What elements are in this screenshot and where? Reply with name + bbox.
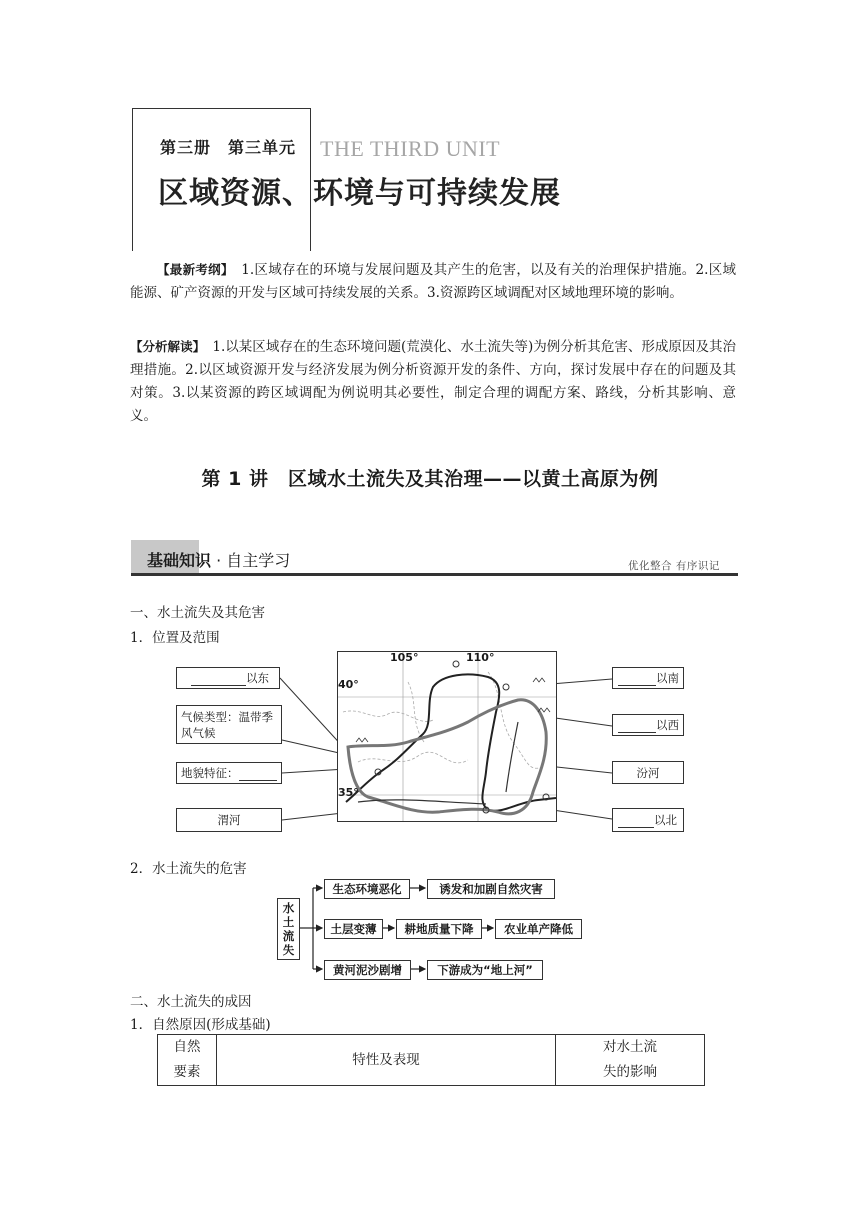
outline-paragraph (130, 258, 736, 305)
unit-english-label: THE THIRD UNIT (320, 136, 501, 161)
map-box-landform-label: 地貌特征： (181, 766, 239, 780)
map-box-fenhe-label: 汾河 (636, 765, 660, 780)
unit-title: 区域资源、环境与可持续发展 (158, 176, 561, 211)
map-box-landform (176, 762, 282, 784)
flow-row3-box2: 下游成为“地上河” (427, 960, 543, 980)
map-box-climate (176, 705, 282, 744)
map-box-west-blank (618, 718, 656, 733)
map-box-climate-line2: 风气候 (181, 725, 216, 740)
map-box-east (176, 667, 280, 689)
map-lat-40: 40° (338, 678, 359, 691)
map-lat-35: 35° (338, 786, 359, 799)
flow-row2-box3: 农业单产降低 (495, 919, 582, 939)
map-box-south-label: 以南 (656, 671, 679, 685)
flow-row3-box1: 黄河泥沙剧增 (324, 960, 411, 980)
table-header-element-line2: 要素 (173, 1064, 201, 1080)
map-box-fenhe (612, 761, 684, 784)
loess-plateau-map (337, 651, 557, 822)
map-drawing (338, 652, 556, 821)
map-lon-105: 105° (390, 651, 419, 664)
map-box-south (612, 667, 684, 689)
map-box-east-label: 以东 (246, 671, 269, 685)
map-lon-110: 110° (466, 651, 495, 664)
map-box-weihe (176, 808, 282, 832)
section-bar-rule (131, 573, 738, 576)
outline-text: 1.区域存在的环境与发展问题及其产生的危害，以及有关的治理保护措施。2.区域能源、矿产资源的开发与区域可持续发展的关系。3.资源跨区域调配对区域地理环境的影响。 (130, 262, 736, 301)
table-header-features: 特性及表现 (217, 1035, 556, 1086)
flow-root-char-4: 失 (282, 943, 295, 957)
analysis-tag: 【分析解读】 (130, 339, 199, 354)
map-box-landform-blank (239, 766, 277, 781)
map-box-climate-line1: 气候类型：温带季 (181, 709, 273, 724)
heading-1-2: 2．水土流失的危害 (130, 861, 247, 877)
flow-row2-box2: 耕地质量下降 (396, 919, 482, 939)
map-box-weihe-label: 渭河 (217, 813, 241, 827)
table-header-element-line1: 自然 (173, 1039, 201, 1055)
heading-section-2: 二、水土流失的成因 (130, 994, 252, 1010)
table-header-impact (556, 1035, 705, 1086)
flow-row2-box1: 土层变薄 (324, 919, 383, 939)
map-box-west-label: 以西 (656, 718, 679, 732)
lecture-title: 第 1 讲 区域水土流失及其治理——以黄土高原为例 (201, 468, 659, 490)
table-header-row (158, 1035, 705, 1086)
section-bar-dot: · (211, 551, 227, 570)
analysis-text: 1.以某区域存在的生态环境问题(荒漠化、水土流失等)为例分析其危害、形成原因及其治理措施。2.以区域资源开发与经济发展为例分析资源开发的条件、方向，探讨发展中存在的问题及其对策。3.以某资源的跨区域调配为例说明其必要性，制定合理的调配方案、路线，分析其影响、意义。 (130, 339, 736, 424)
heading-1-1: 1．位置及范围 (130, 630, 220, 646)
natural-factors-table (157, 1034, 705, 1086)
map-box-east-blank (191, 671, 246, 686)
table-header-impact-line1: 对水土流 (603, 1039, 657, 1055)
flow-row1-box2: 诱发和加剧自然灾害 (427, 879, 555, 899)
table-header-impact-line2: 失的影响 (603, 1064, 657, 1080)
map-box-north (612, 808, 684, 832)
map-box-south-blank (618, 671, 656, 686)
section-bar-title-rest: 自主学习 (226, 551, 291, 570)
outline-tag: 【最新考纲】 (157, 262, 228, 277)
section-bar-title (147, 548, 290, 571)
flow-root-char-3: 流 (282, 929, 295, 943)
heading-section-1: 一、水土流失及其危害 (130, 605, 265, 621)
heading-2-1: 1．自然原因(形成基础) (130, 1017, 271, 1033)
unit-label: 第三册 第三单元 (160, 138, 297, 157)
section-bar-subtitle: 优化整合 有序识记 (628, 560, 720, 572)
section-bar-title-bold: 基础知识 (147, 551, 212, 570)
map-box-west (612, 714, 684, 736)
map-box-north-blank (618, 813, 654, 828)
table-header-element (158, 1035, 217, 1086)
flow-row1-box1: 生态环境恶化 (324, 879, 410, 899)
flow-root-char-1: 水 (282, 901, 295, 915)
map-box-north-label: 以北 (654, 813, 677, 827)
flow-root-char-2: 土 (282, 915, 295, 929)
flow-root-box (277, 898, 300, 960)
analysis-paragraph (130, 335, 736, 428)
